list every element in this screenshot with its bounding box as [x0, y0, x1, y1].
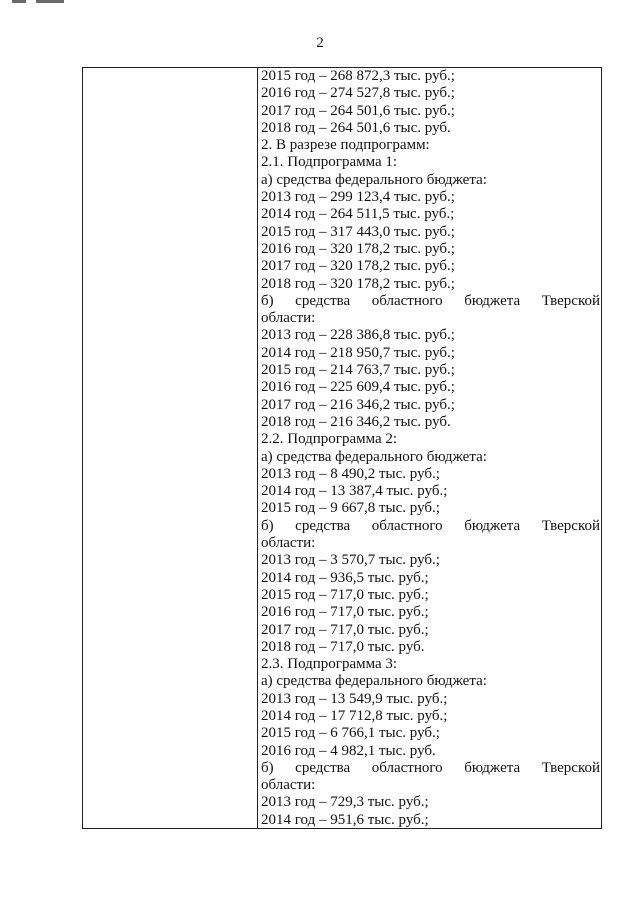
- text-line: 2018 год – 216 346,2 тыс. руб.: [261, 413, 451, 430]
- text-line: 2015 год – 268 872,3 тыс. руб.;: [261, 68, 455, 84]
- text-line: 2016 год – 4 982,1 тыс. руб.: [261, 742, 436, 759]
- funding-text-column: [261, 68, 600, 829]
- column-divider: [257, 68, 258, 828]
- text-line: 2014 год – 17 712,8 тыс. руб.;: [261, 707, 448, 724]
- text-line: 2014 год – 264 511,5 тыс. руб.;: [261, 206, 455, 223]
- text-line: 2017 год – 717,0 тыс. руб.;: [261, 621, 429, 638]
- text-line: 2014 год – 936,5 тыс. руб.;: [261, 569, 429, 586]
- text-line: 2015 год – 317 443,0 тыс. руб.;: [261, 223, 455, 240]
- text-line: 2016 год – 320 178,2 тыс. руб.;: [261, 240, 455, 257]
- text-line: 2.3. Подпрограмма 3:: [261, 656, 398, 673]
- text-line: 2014 год – 13 387,4 тыс. руб.;: [261, 483, 448, 500]
- text-line: 2014 год – 951,6 тыс. руб.;: [261, 811, 429, 828]
- text-line: 2.2. Подпрограмма 2:: [261, 431, 398, 448]
- text-line: области:: [261, 310, 316, 327]
- text-line: 2015 год – 6 766,1 тыс. руб.;: [261, 725, 440, 742]
- text-line: 2016 год – 225 609,4 тыс. руб.;: [261, 379, 455, 396]
- text-line: области:: [261, 535, 316, 552]
- text-line: 2017 год – 216 346,2 тыс. руб.;: [261, 396, 455, 413]
- text-line: а) средства федерального бюджета:: [261, 673, 487, 690]
- text-line: 2013 год – 13 549,9 тыс. руб.;: [261, 690, 448, 707]
- text-line: 2.1. Подпрограмма 1:: [261, 154, 398, 171]
- text-line: 2018 год – 264 501,6 тыс. руб.: [261, 119, 451, 136]
- text-line: 2018 год – 717,0 тыс. руб.: [261, 638, 425, 655]
- text-line: 2016 год – 717,0 тыс. руб.;: [261, 604, 429, 621]
- page-number: 2: [316, 35, 324, 51]
- text-line: 2. В разрезе подпрограмм:: [261, 137, 430, 154]
- text-line: 2013 год – 228 386,8 тыс. руб.;: [261, 327, 455, 344]
- text-line: 2017 год – 320 178,2 тыс. руб.;: [261, 258, 455, 275]
- text-line: 2014 год – 218 950,7 тыс. руб.;: [261, 344, 455, 361]
- text-line: а) средства федерального бюджета:: [261, 448, 487, 465]
- text-line: 2016 год – 274 527,8 тыс. руб.;: [261, 85, 455, 102]
- text-line: 2013 год – 8 490,2 тыс. руб.;: [261, 465, 440, 482]
- text-line: б) средства областного бюджета Тверской: [261, 292, 600, 309]
- text-line: 2015 год – 9 667,8 тыс. руб.;: [261, 500, 440, 517]
- text-line: а) средства федерального бюджета:: [261, 171, 487, 188]
- text-line: 2018 год – 320 178,2 тыс. руб.;: [261, 275, 455, 292]
- text-line: 2013 год – 729,3 тыс. руб.;: [261, 794, 429, 811]
- scan-artifact-mark: [36, 0, 64, 3]
- text-line: области:: [261, 777, 316, 794]
- document-table: [82, 67, 602, 829]
- scan-artifact-mark: [12, 0, 26, 3]
- text-line: 2013 год – 299 123,4 тыс. руб.;: [261, 189, 455, 206]
- text-line: 2013 год – 3 570,7 тыс. руб.;: [261, 552, 440, 569]
- text-line: 2015 год – 214 763,7 тыс. руб.;: [261, 362, 455, 379]
- text-line: б) средства областного бюджета Тверской: [261, 759, 600, 776]
- text-line: 2015 год – 717,0 тыс. руб.;: [261, 586, 429, 603]
- text-line: б) средства областного бюджета Тверской: [261, 517, 600, 534]
- text-line: 2017 год – 264 501,6 тыс. руб.;: [261, 102, 455, 119]
